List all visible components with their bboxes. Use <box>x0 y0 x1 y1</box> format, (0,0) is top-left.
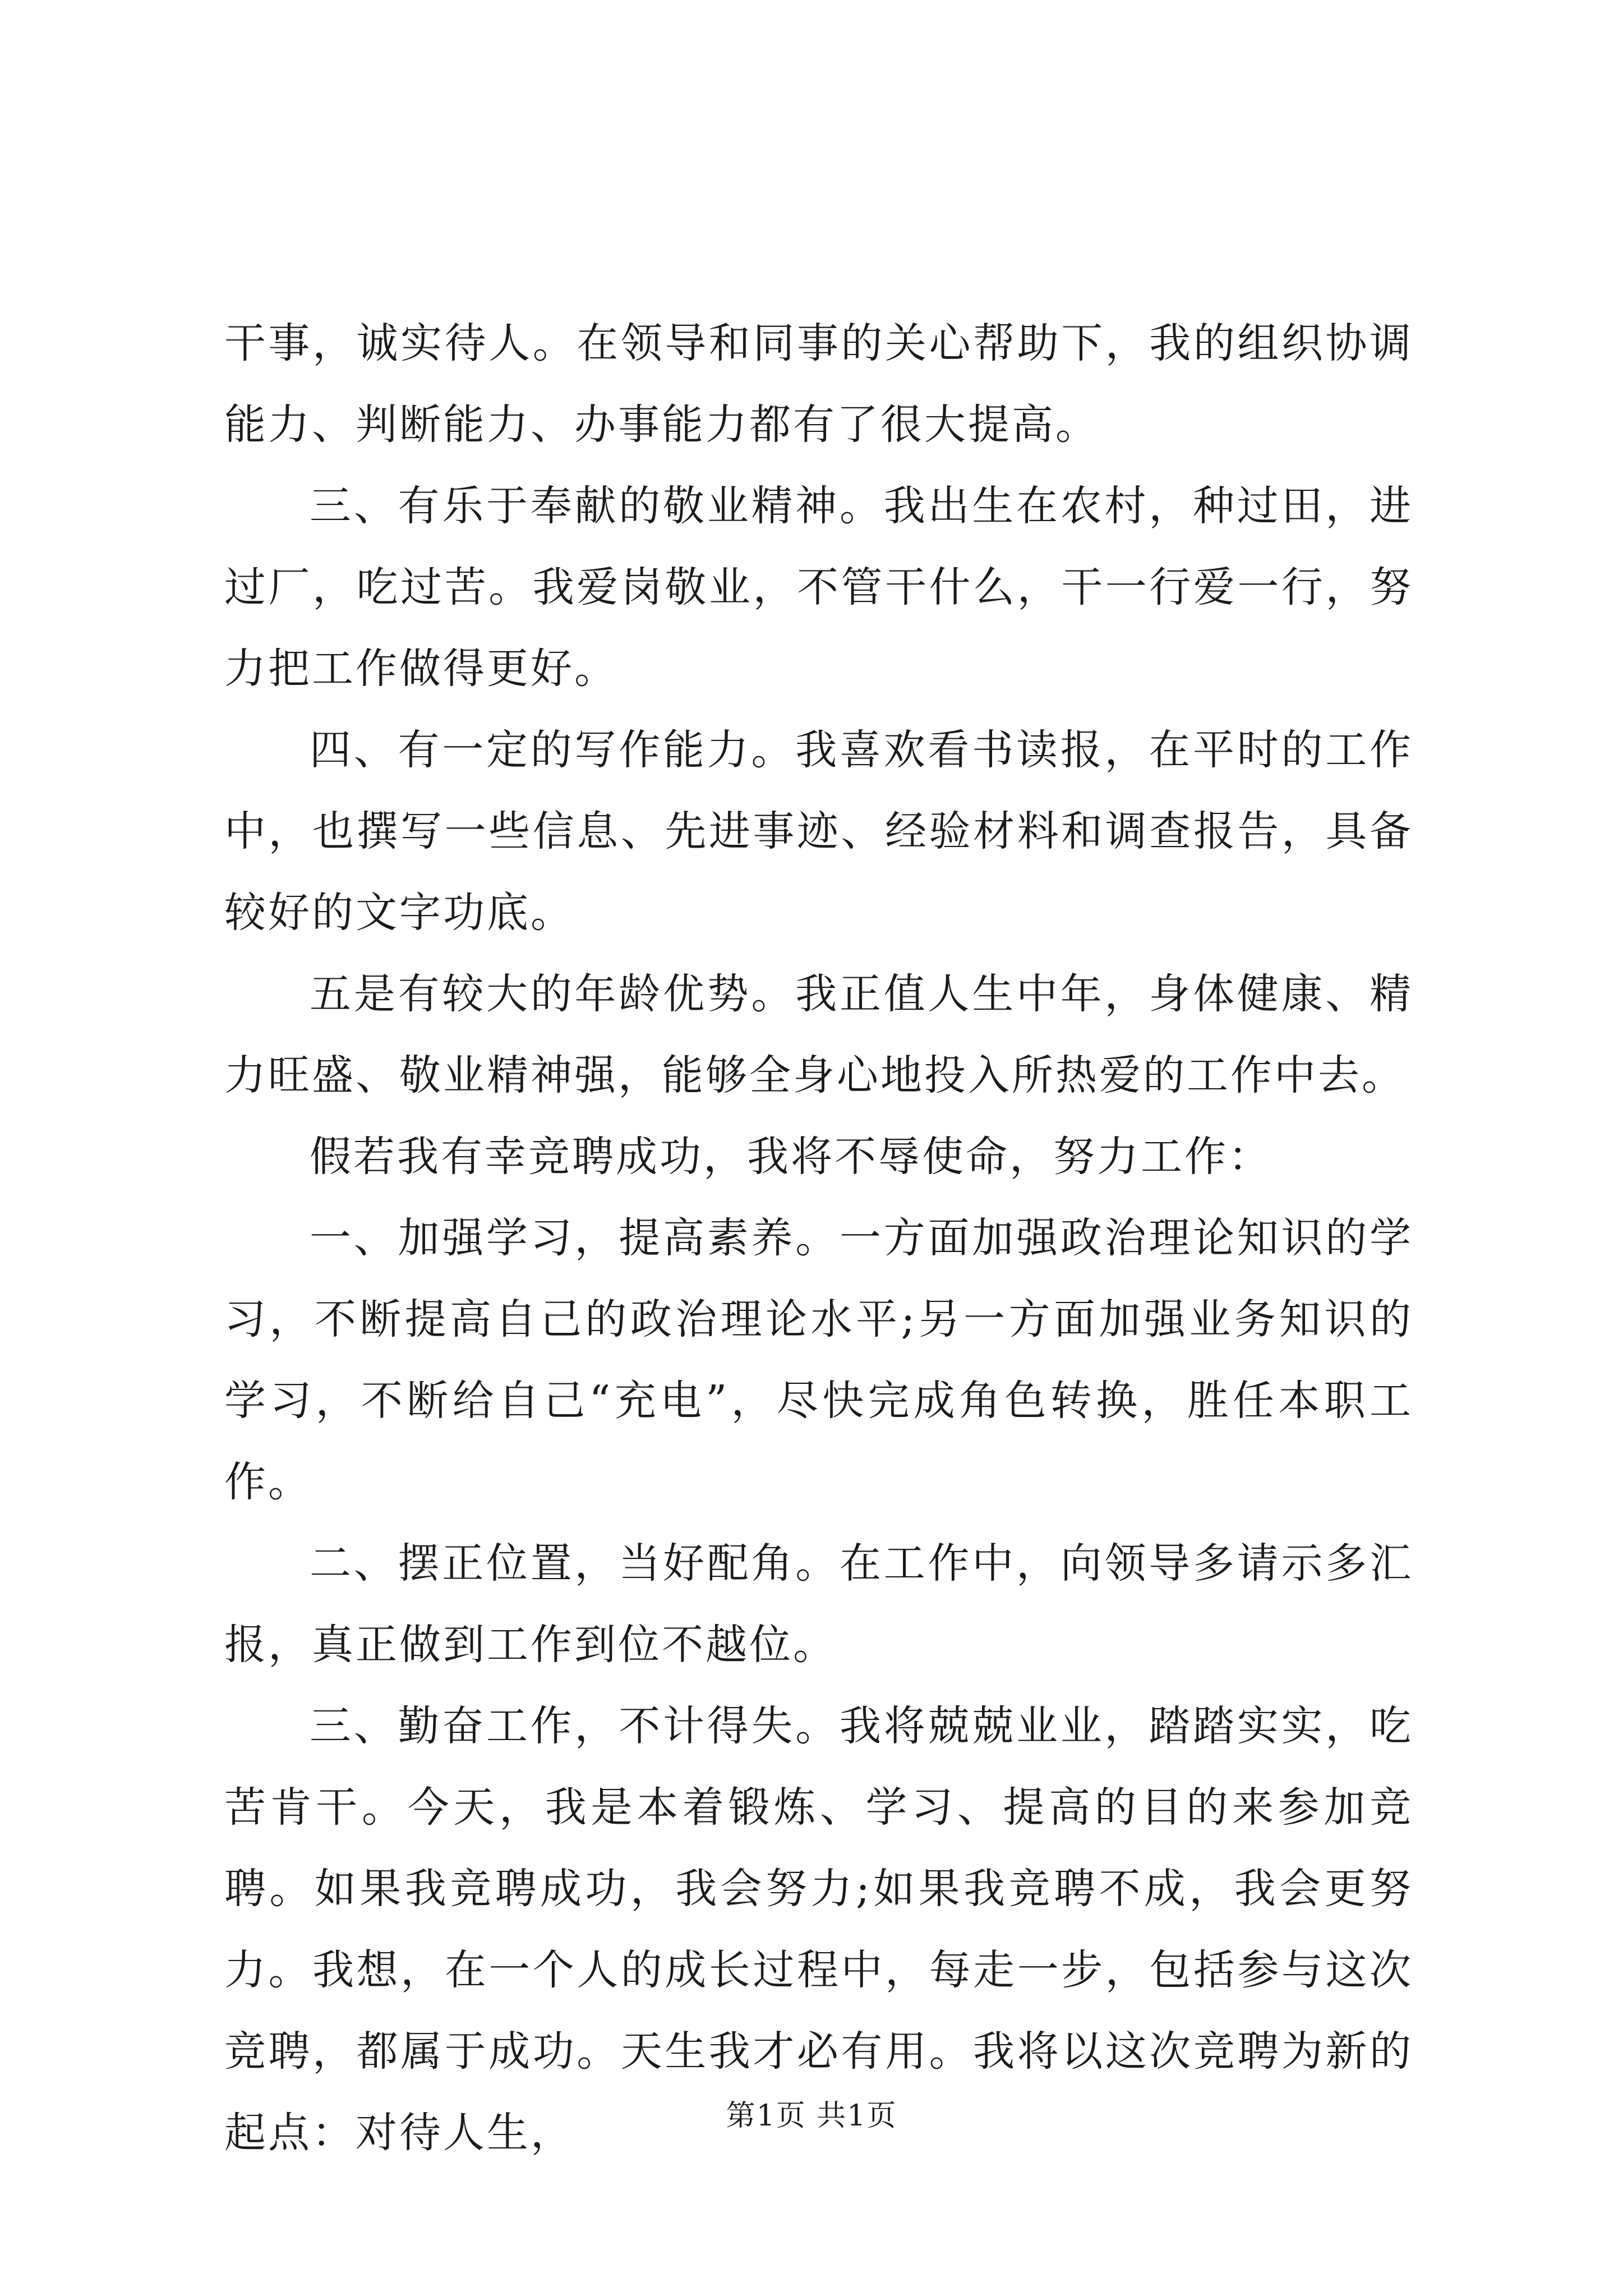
paragraph-6: 一、加强学习，提高素养。一方面加强政治理论知识的学习，不断提高自己的政治理论水平;另一方面加强业务知识的学习，不断给自己“充电”，尽快完成角色转换，胜任本职工作。 <box>224 1214 1413 1506</box>
paragraph-3: 四、有一定的写作能力。我喜欢看书读报，在平时的工作中，也撰写一些信息、先进事迹、经验材料和调查报告，具备较好的文字功底。 <box>224 726 1413 937</box>
paragraph-7: 二、摆正位置，当好配角。在工作中，向领导多请示多汇报，真正做到工作到位不越位。 <box>224 1539 1413 1669</box>
document-body <box>224 303 1413 2174</box>
paragraph-8: 三、勤奋工作，不计得失。我将兢兢业业，踏踏实实，吃苦肯干。今天，我是本着锻炼、学习、提高的目的来参加竞聘。如果我竞聘成功，我会努力;如果我竞聘不成，我会更努力。我想，在一个人的成长过程中，每走一步，包括参与这次竞聘，都属于成功。天生我才必有用。我将以这次竞聘为新的起点：对待人生， <box>224 1702 1413 2157</box>
page-footer: 第1页 共1页 <box>726 2099 897 2133</box>
paragraph-1: 干事，诚实待人。在领导和同事的关心帮助下，我的组织协调能力、判断能力、办事能力都有了很大提高。 <box>224 319 1413 449</box>
paragraph-4: 五是有较大的年龄优势。我正值人生中年，身体健康、精力旺盛、敬业精神强，能够全身心地投入所热爱的工作中去。 <box>224 970 1413 1099</box>
paragraph-2: 三、有乐于奉献的敬业精神。我出生在农村，种过田，进过厂，吃过苦。我爱岗敬业，不管干什么，干一行爱一行，努力把工作做得更好。 <box>224 482 1413 693</box>
paragraph-5: 假若我有幸竞聘成功，我将不辱使命，努力工作： <box>310 1133 1272 1181</box>
